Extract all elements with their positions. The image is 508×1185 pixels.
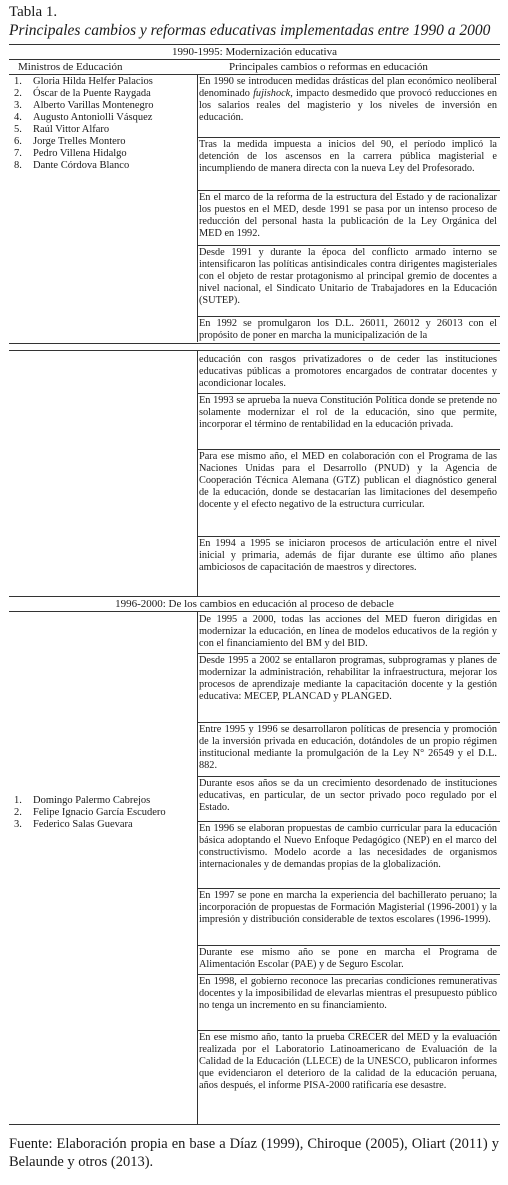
table-label: Tabla 1. (9, 4, 58, 20)
entry-rule (198, 316, 500, 317)
change-entry: Desde 1991 y durante la época del conflicto armado interno se intensificaron las políticas antisindicales contra dirigentes magisteriales con el objeto de restar protagonismo al principal gremio de docentes a nivel nacional, el Sindicato Unitario de Trabajadores en la Educación (SUTEP). (199, 247, 497, 306)
period2-heading-rule (9, 611, 500, 612)
minister-item: 5. Raúl Vittor Alfaro (14, 124, 110, 135)
minister-item: 2. Felipe Ignacio García Escudero (14, 807, 166, 818)
change-entry: educación con rasgos privatizadores o de ceder las instituciones educativas públicas a promotores encargados de contratar docentes y acondicionar locales. (199, 354, 497, 389)
change-entry: En 1997 se pone en marcha la experiencia del bachillerato peruano; la incorporación de propuestas de Formación Magisterial (1996-2001) y la impresión y distribución considerable de textos escolares (1996-1999). (199, 890, 497, 925)
table-title: Principales cambios y reformas educativas implementadas entre 1990 a 2000 (9, 22, 491, 39)
change-entry: Desde 1995 a 2002 se entallaron programas, subprogramas y planes de modernizar la administración, rehabilitar la infraestructura, mejorar los procesos de aprendizaje mediante la capacitación docente y la gestión educativa: MECEP, PLANCAD y PLANGED. (199, 655, 497, 702)
column-header-ministers: Ministros de Educación (18, 61, 123, 73)
period1-minister-list (14, 76, 154, 172)
minister-item: 8. Dante Córdova Blanco (14, 160, 130, 171)
page-break-rule-top (9, 343, 500, 344)
column-divider (197, 612, 198, 1124)
minister-item: 1. Domingo Palermo Cabrejos (14, 795, 151, 806)
change-entry: Durante ese mismo año se pone en marcha el Programa de Alimentación Escolar (PAE) y de Seguro Escolar. (199, 947, 497, 970)
minister-item: 1. Gloria Hilda Helfer Palacios (14, 76, 153, 87)
entry-rule (198, 945, 500, 946)
column-divider (197, 75, 198, 342)
change-entry: En el marco de la reforma de la estructura del Estado y de racionalizar los puestos en el MED, desde 1991 se pasa por un intenso proceso de reducción del personal hasta la publicación de la Ley Orgánica del MED en 1992. (199, 192, 497, 239)
period1-heading: 1990-1995: Modernización educativa (172, 46, 337, 58)
table-top-rule (9, 44, 500, 45)
period2-minister-list (14, 795, 166, 831)
entry-rule (198, 776, 500, 777)
change-entry: Para ese mismo año, el MED en colaboración con el Programa de las Naciones Unidas para el Desarrollo (PNUD) y la Agencia de Cooperación Técnica Alemana (GTZ) publican el diagnóstico general de la educación, donde se destacarían las limitaciones del desempeño docente y el efecto negativo de la estructura curricular. (199, 451, 497, 510)
minister-item: 4. Augusto Antoniolli Vásquez (14, 112, 153, 123)
change-entry: En 1992 se promulgaron los D.L. 26011, 26012 y 26013 con el propósito de poner en marcha la municipalización de la (199, 318, 497, 341)
period2-heading: 1996-2000: De los cambios en educación al proceso de debacle (115, 598, 394, 610)
change-entry: En 1990 se introducen medidas drásticas del plan económico neoliberal denominado fujishock, impacto desmedido que provocó reducciones en los salarios reales del magisterio y los niveles de inversión en educación. (199, 76, 497, 123)
change-entry: En 1993 se aprueba la nueva Constitución Política donde se pretende no solamente modernizar el rol de la educación, sino que permite, incorporar el término de rentabilidad en la educación privada. (199, 395, 497, 430)
change-entry: Entre 1995 y 1996 se desarrollaron políticas de presencia y promoción de la inversión privada en educación, dotándoles de un propio régimen institucional mediante la promulgación de la Ley N° 26549 y el D.L. 882. (199, 724, 497, 771)
change-entry: De 1995 a 2000, todas las acciones del MED fueron dirigidas en modernizar la educación, en línea de modelos educativos de la región y con el financiamiento del BM y del BID. (199, 614, 497, 649)
entry-rule (198, 653, 500, 654)
change-entry: Tras la medida impuesta a inicios del 90, el período implicó la detención de los ascensos en la carrera pública magisterial e incumpliendo de manera directa con la nueva Ley del Profesorado. (199, 139, 497, 174)
change-entry: En ese mismo año, tanto la prueba CRECER del MED y la evaluación realizada por el Laboratorio Latinoamericano de Evaluación de la Calidad de la Educación (LLECE) de la UNESCO, publicaron informes que evidenciaron el deterioro de la calidad de la educación peruana, años después, el informe PISA-2000 ratificaría ese desastre. (199, 1032, 497, 1091)
entry-rule (198, 722, 500, 723)
minister-item: 2. Óscar de la Puente Raygada (14, 88, 151, 99)
column-header-changes: Principales cambios o reformas en educación (229, 61, 428, 73)
entry-rule (198, 449, 500, 450)
entry-rule (198, 190, 500, 191)
source-note: Fuente: Elaboración propia en base a Díaz (1999), Chiroque (2005), Oliart (2011) y Belaunde y otros (2013). (9, 1136, 499, 1170)
change-entry: En 1994 a 1995 se iniciaron procesos de articulación entre el nivel inicial y primaria, además de fijar durante ese último año planes ambiciosos de capacitación de maestros y directores. (199, 538, 497, 573)
entry-rule (198, 974, 500, 975)
minister-item: 7. Pedro Villena Hidalgo (14, 148, 127, 159)
column-header-rule (9, 74, 500, 75)
minister-item: 3. Federico Salas Guevara (14, 819, 133, 830)
entry-rule (198, 393, 500, 394)
period1-heading-rule (9, 59, 500, 60)
change-entry: En 1998, el gobierno reconoce las precarias condiciones remunerativas docentes y la imposibilidad de elevarlas mientras el presupuesto público no tenga un incremento en su financiamiento. (199, 976, 497, 1011)
entry-rule (198, 888, 500, 889)
change-entry: Durante esos años se da un crecimiento desordenado de instituciones educativas, en particular, de un sector privado poco regulado por el Estado. (199, 778, 497, 813)
table-bottom-rule (9, 1124, 500, 1125)
entry-rule (198, 821, 500, 822)
change-entry: En 1996 se elaboran propuestas de cambio curricular para la educación básica adoptando el Nuevo Enfoque Pedagógico (NEP) en el marco del constructivismo. Modelo acorde a las necesidades de organismos internacionales y de demandas propias de la globalización. (199, 823, 497, 870)
entry-rule (198, 536, 500, 537)
entry-rule (198, 1030, 500, 1031)
page-break-rule-bottom (9, 350, 500, 351)
minister-item: 6. Jorge Trelles Montero (14, 136, 126, 147)
entry-rule (198, 137, 500, 138)
period2-top-rule (9, 596, 500, 597)
column-divider (197, 350, 198, 596)
minister-item: 3. Alberto Varillas Montenegro (14, 100, 154, 111)
entry-rule (198, 245, 500, 246)
